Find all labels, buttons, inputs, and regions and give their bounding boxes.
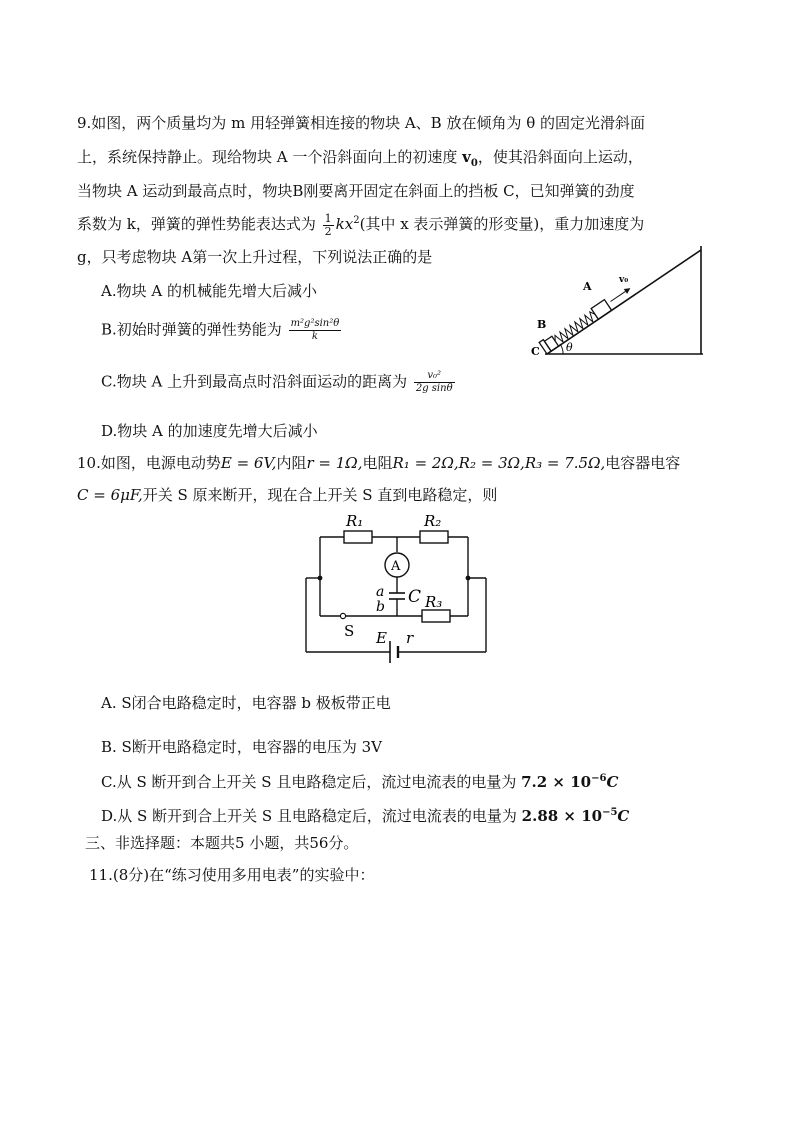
resistor-r2 [420, 531, 448, 543]
q10-option-d-value: $2.88 \times 10^{-5}C$ [521, 807, 630, 825]
label-c: C [531, 345, 540, 358]
q10-text-c: 电阻 [362, 454, 393, 472]
q9-option-c-fraction: $\frac{\text{v₀²}}{\text{2g sinθ}}$ [415, 370, 453, 394]
block-b [544, 336, 558, 351]
q10-option-d-text: D.从 S 断开到合上开关 S 且电路稳定后，流过电流表的电量为 [101, 807, 522, 825]
q9-line2 [77, 146, 643, 175]
q9-line4-text-a: 系数为 k，弹簧的弹性势能表达式为 [77, 215, 321, 233]
q11-line1: 11.(8分)在“练习使用多用电表”的实验中： [89, 866, 375, 884]
velocity-arrow [611, 291, 626, 301]
angle-arc [560, 344, 563, 354]
q10-text-b: 内阻 [276, 454, 307, 472]
label-r3: R₃ [425, 593, 443, 611]
q10-text-a: 10.如图，电源电动势 [77, 454, 221, 472]
q9-v0: $v_0$ [462, 148, 478, 169]
label-b: B [537, 318, 547, 331]
incline-surface [547, 250, 701, 354]
q10-capacitance: C = 6μF, [77, 486, 143, 504]
q9-line5: g，只考虑物块 A第一次上升过程，下列说法正确的是 [77, 248, 433, 266]
q9-option-d: D.物块 A 的加速度先增大后减小 [101, 422, 318, 440]
q9-option-b-text: B.初始时弹簧的弹性势能为 [101, 320, 287, 339]
label-v0: v₀ [619, 275, 629, 285]
q10-option-c-text: C.从 S 断开到合上开关 S 且电路稳定后，流过电流表的电量为 [101, 773, 522, 791]
q9-line4-text-b: (其中 x 表示弹簧的形变量)，重力加速度为 [359, 215, 645, 233]
q9-line4: 系数为 k，弹簧的弹性势能表达式为 $\frac{1}{2}$ $kx^2$(其中 x 表示弹簧的形变量)，重力加速度为 [77, 211, 645, 238]
label-a-plate: a [376, 584, 385, 600]
spring [552, 310, 597, 345]
velocity-arrowhead [624, 286, 632, 294]
q9-line1: 9.如图，两个质量均为 m 用轻弹簧相连接的物块 A、B 放在倾角为 θ 的固定光滑斜面 [77, 114, 646, 132]
label-a: A [583, 280, 592, 293]
q10-option-b: B. S断开电路稳定时，电容器的电压为 3V [101, 738, 382, 756]
q10-resistors: R₁ = 2Ω,R₂ = 3Ω,R₃ = 7.5Ω, [392, 454, 606, 472]
label-capacitor: C [408, 587, 422, 607]
resistor-r3 [422, 610, 450, 622]
q10-text-d: 电容器电容 [605, 454, 681, 472]
angle-theta-label: θ [566, 341, 573, 354]
q9-option-c [101, 370, 457, 395]
q10-internal-resistance: r = 1Ω, [306, 454, 363, 472]
q9-incline-figure [525, 244, 710, 360]
q10-emf: E = 6V, [220, 454, 277, 472]
q10-line2 [77, 484, 497, 506]
q10-option-c [101, 768, 618, 793]
label-r1: R₁ [346, 512, 364, 530]
q10-option-d [101, 802, 629, 827]
q9-line3: 当物块 A 运动到最高点时，物块B刚要离开固定在斜面上的挡板 C，已知弹簧的劲度 [77, 182, 635, 200]
q10-text-e: 开关 S 原来断开，现在合上开关 S 直到电路稳定，则 [142, 486, 498, 504]
label-internal-r: r [406, 629, 414, 647]
label-emf: E [376, 629, 387, 647]
q10-line1 [77, 452, 680, 474]
q9-option-b-fraction: $\frac{\text{m²g²sin²θ}}{k}$ [290, 318, 340, 342]
switch-contact [340, 613, 345, 618]
q9-option-b [101, 318, 343, 343]
q9-half-fraction: $\frac{1}{2}$ [324, 211, 332, 238]
label-b-plate: b [376, 599, 385, 615]
q10-circuit-figure [300, 508, 495, 668]
ammeter-label: A [391, 559, 401, 574]
q9-option-c-text: C.物块 A 上升到最高点时沿斜面运动的距离为 [101, 372, 412, 391]
q10-option-a: A. S闭合电路稳定时，电容器 b 极板带正电 [101, 694, 391, 712]
q9-kx: kx [335, 215, 354, 233]
q10-option-c-value: $7.2 \times 10^{-6}C$ [521, 773, 619, 791]
q9-line2-text-b: ，使其沿斜面向上运动， [477, 148, 643, 166]
label-r2: R₂ [424, 512, 442, 530]
q9-option-a: A.物块 A 的机械能先增大后减小 [101, 282, 317, 300]
section-three-heading: 三、非选择题：本题共5 小题，共56分。 [85, 834, 359, 852]
resistor-r1 [344, 531, 372, 543]
label-switch: S [344, 622, 355, 640]
q9-line2-text-a: 上，系统保持静止。现给物块 A 一个沿斜面向上的初速度 [77, 148, 463, 166]
